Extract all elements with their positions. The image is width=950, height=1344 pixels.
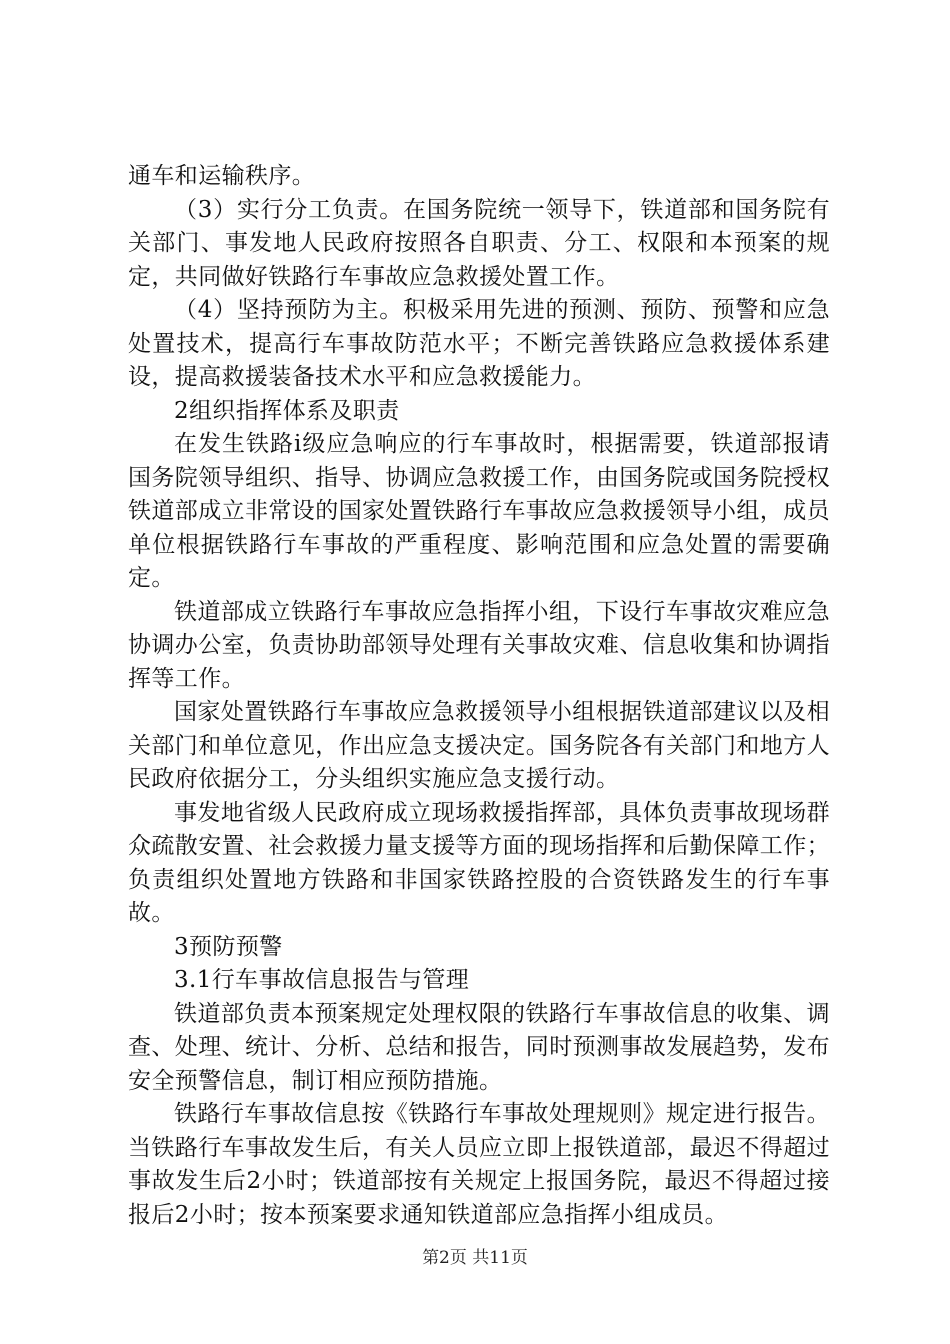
section-heading-3: 3预防预警 [174,933,283,960]
paragraph-command-4: 事发地省级人民政府成立现场救援指挥部，具体负责事故现场群众疏散安置、社会救援力量支援等方面的现场指挥和后勤保障工作；负责组织处置地方铁路和非国家铁路控股的合资铁路发生的行车事故。 [128,799,830,926]
paragraph-report-2: 铁路行车事故信息按《铁路行车事故处理规则》规定进行报告。当铁路行车事故发生后，有关人员应立即上报铁道部，最迟不得超过事故发生后2小时；铁道部按有关规定上报国务院，最迟不得超过接报后2小时；按本预案要求通知铁道部应急指挥小组成员。 [128,1101,830,1228]
paragraph-continuation: 通车和运输秩序。 [128,163,316,189]
paragraph-command-1: 在发生铁路ⅰ级应急响应的行车事故时，根据需要，铁道部报请国务院领导组织、指导、协调应急救援工作，由国务院或国务院授权铁道部成立非常设的国家处置铁路行车事故应急救援领导小组，成员单位根据铁路行车事故的严重程度、影响范围和应急处置的需要确定。 [128,431,830,591]
paragraph-command-2: 铁道部成立铁路行车事故应急指挥小组，下设行车事故灾难应急协调办公室，负责协助部领导处理有关事故灾难、信息收集和协调指挥等工作。 [128,598,830,692]
subsection-heading-3-1: 3.1行车事故信息报告与管理 [174,967,470,993]
document-body [128,160,830,1232]
page-number-footer: 第2页 共11页 [422,1248,528,1268]
paragraph-principle-3: （3）实行分工负责。在国务院统一领导下，铁道部和国务院有关部门、事发地人民政府按照各自职责、分工、权限和本预案的规定，共同做好铁路行车事故应急救援处置工作。 [128,196,830,290]
paragraph-command-3: 国家处置铁路行车事故应急救援领导小组根据铁道部建议以及相关部门和单位意见，作出应急支援决定。国务院各有关部门和地方人民政府依据分工，分头组织实施应急支援行动。 [128,699,830,792]
paragraph-principle-4: （4）坚持预防为主。积极采用先进的预测、预防、预警和应急处置技术，提高行车事故防范水平；不断完善铁路应急救援体系建设，提高救援装备技术水平和应急救援能力。 [128,297,830,390]
paragraph-report-1: 铁道部负责本预案规定处理权限的铁路行车事故信息的收集、调查、处理、统计、分析、总结和报告，同时预测事故发展趋势，发布安全预警信息，制订相应预防措施。 [128,1000,830,1094]
section-heading-2: 2组织指挥体系及职责 [174,397,400,424]
